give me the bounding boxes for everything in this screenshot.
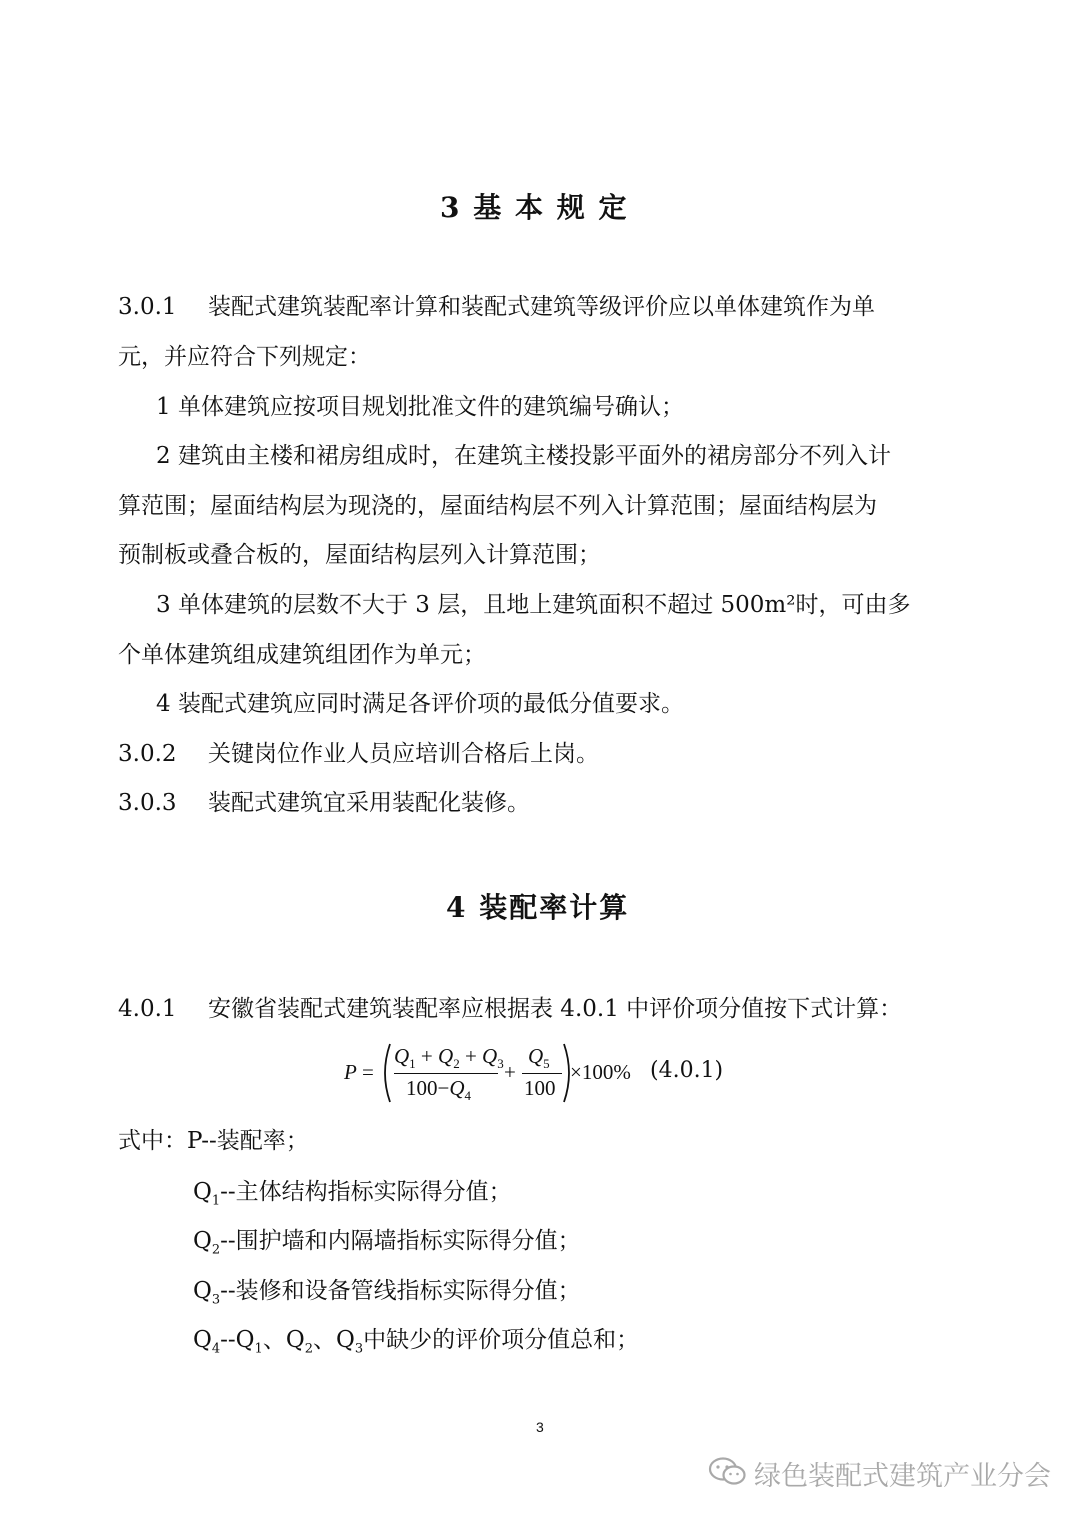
fraction-2-denominator: 100 — [524, 1076, 556, 1100]
definition-q2: $Q_2--$围护墙和内隔墙指标实际得分值； — [193, 1228, 581, 1258]
formula-number: (4.0.1) — [650, 1058, 724, 1083]
item-3-line-1: 3 单体建筑的层数不大于 3 层，且地上建筑面积不超过 500m²时，可由多 — [156, 592, 911, 618]
left-paren — [378, 1042, 392, 1104]
clause-4-0-1 — [118, 994, 902, 1024]
item-4: 4 装配式建筑应同时满足各评价项的最低分值要求。 — [156, 691, 684, 717]
clause-number: 3.0.1 — [118, 294, 177, 320]
formula-times: ×100% — [570, 1060, 631, 1084]
formula-4-0-1 — [344, 1042, 744, 1104]
fraction-2-numerator: $Q_5$ — [528, 1044, 550, 1072]
clause-number: 3.0.3 — [118, 790, 177, 816]
clause-number: 4.0.1 — [118, 996, 177, 1022]
clause-text: 关键岗位作业人员应培训合格后上岗。 — [208, 741, 599, 767]
fraction-1-numerator: $Q_1 + Q_2 + Q_3$ — [394, 1044, 504, 1072]
page-number: 3 — [536, 1419, 544, 1435]
formula-where: 式中：P--装配率； — [118, 1128, 309, 1154]
definition-q4: $Q_4--Q_1$、$Q_2$、$Q_3$中缺少的评价项分值总和； — [193, 1327, 640, 1357]
clause-3-0-1 — [118, 292, 875, 322]
wechat-icon — [708, 1456, 748, 1488]
formula-plus: + — [504, 1060, 516, 1084]
fraction-2-bar — [522, 1073, 562, 1074]
clause-3-0-1-cont: 元，并应符合下列规定： — [118, 344, 371, 370]
section-3-heading: 3 基 本 规 定 — [440, 191, 629, 224]
clause-number: 3.0.2 — [118, 741, 177, 767]
clause-3-0-2 — [118, 739, 599, 769]
item-1: 1 单体建筑应按项目规划批准文件的建筑编号确认； — [156, 394, 684, 420]
fraction-1-denominator: $100-Q_4$ — [406, 1076, 472, 1104]
item-3-line-2: 个单体建筑组成建筑组团作为单元； — [118, 642, 486, 668]
clause-text: 装配式建筑装配率计算和装配式建筑等级评价应以单体建筑作为单 — [208, 294, 875, 320]
item-2-line-1: 2 建筑由主楼和裙房组成时，在建筑主楼投影平面外的裙房部分不列入计 — [156, 443, 891, 469]
definition-q3: $Q_3--$装修和设备管线指标实际得分值； — [193, 1278, 581, 1308]
formula-lhs: P — [344, 1060, 357, 1084]
definition-q1: $Q_1--$主体结构指标实际得分值； — [193, 1179, 512, 1209]
clause-3-0-3 — [118, 788, 530, 818]
clause-text: 装配式建筑宜采用装配化装修。 — [208, 790, 530, 816]
formula-eq: = — [362, 1060, 374, 1084]
item-2-line-3: 预制板或叠合板的，屋面结构层列入计算范围； — [118, 542, 601, 568]
clause-text: 安徽省装配式建筑装配率应根据表 4.0.1 中评价项分值按下式计算： — [208, 996, 903, 1022]
watermark-text: 绿色装配式建筑产业分会 — [754, 1461, 1051, 1492]
fraction-1-bar — [394, 1073, 498, 1074]
section-4-heading: 4 装配率计算 — [446, 891, 630, 924]
item-2-line-2: 算范围；屋面结构层为现浇的，屋面结构层不列入计算范围；屋面结构层为 — [118, 493, 877, 519]
